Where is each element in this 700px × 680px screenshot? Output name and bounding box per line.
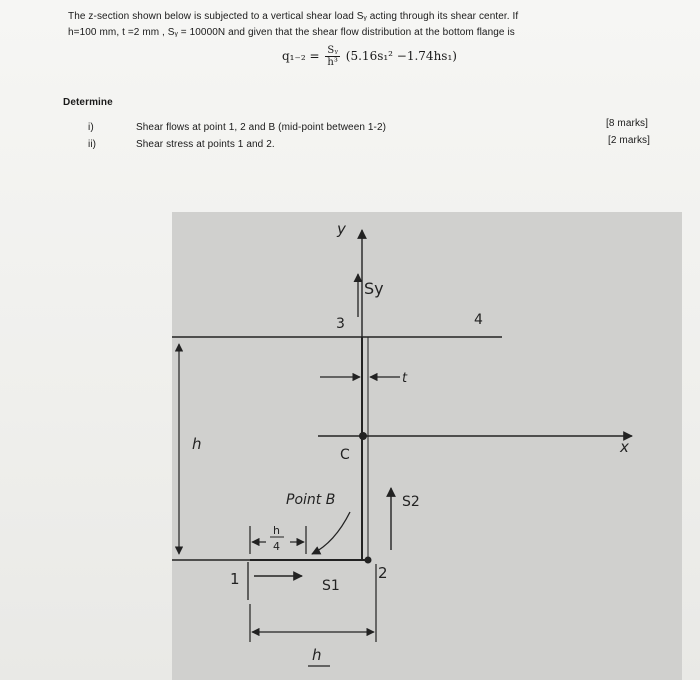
height-label: h xyxy=(192,435,202,453)
point-1-label: 1 xyxy=(230,570,240,588)
x-axis-label: x xyxy=(620,438,629,456)
item-1-marks: [8 marks] xyxy=(606,118,649,129)
point-3-label: 3 xyxy=(336,316,345,332)
item-2-text: Shear stress at points 1 and 2. xyxy=(136,139,275,150)
equation-lhs: q₁₋₂ = xyxy=(282,49,320,63)
equation-rhs: (5.16s₁² −1.74hs₁) xyxy=(345,49,457,63)
question-line-1: The z-section shown below is subjected to a vertical shear load Sᵧ acting through its shear center. If xyxy=(68,11,519,22)
thickness-label: t xyxy=(402,371,408,386)
h4-numerator: h xyxy=(273,524,280,537)
s1-label: S1 xyxy=(322,578,340,594)
equation-fraction xyxy=(325,45,340,68)
point-2-dot xyxy=(365,557,372,564)
point-4-label: 4 xyxy=(474,312,483,328)
determine-label: Determine xyxy=(63,97,113,108)
z-section-drawing xyxy=(172,212,682,680)
point-2-label: 2 xyxy=(378,564,388,582)
z-section-diagram xyxy=(172,212,682,680)
s2-label: S2 xyxy=(402,494,420,510)
item-1-number: i) xyxy=(88,122,94,133)
centroid-label: C xyxy=(340,447,350,463)
item-1-text: Shear flows at point 1, 2 and B (mid-point between 1-2) xyxy=(136,122,387,133)
h4-denominator: 4 xyxy=(273,540,280,553)
load-label: Sy xyxy=(364,279,384,298)
equation-denominator: h³ xyxy=(327,57,338,68)
point-b-label: Point B xyxy=(286,492,336,508)
question-line-2: h=100 mm, t =2 mm , Sᵧ = 10000N and given that the shear flow distribution at the bottom flange is xyxy=(68,27,515,38)
y-axis-label: y xyxy=(337,220,346,238)
width-label: h xyxy=(312,646,322,664)
item-2-number: ii) xyxy=(88,139,97,150)
item-2-marks: [2 marks] xyxy=(608,135,651,146)
point-b-arrow xyxy=(312,512,350,554)
centroid-point xyxy=(359,432,367,440)
shear-flow-equation xyxy=(282,45,457,68)
equation-numerator: Sᵧ xyxy=(327,45,338,56)
